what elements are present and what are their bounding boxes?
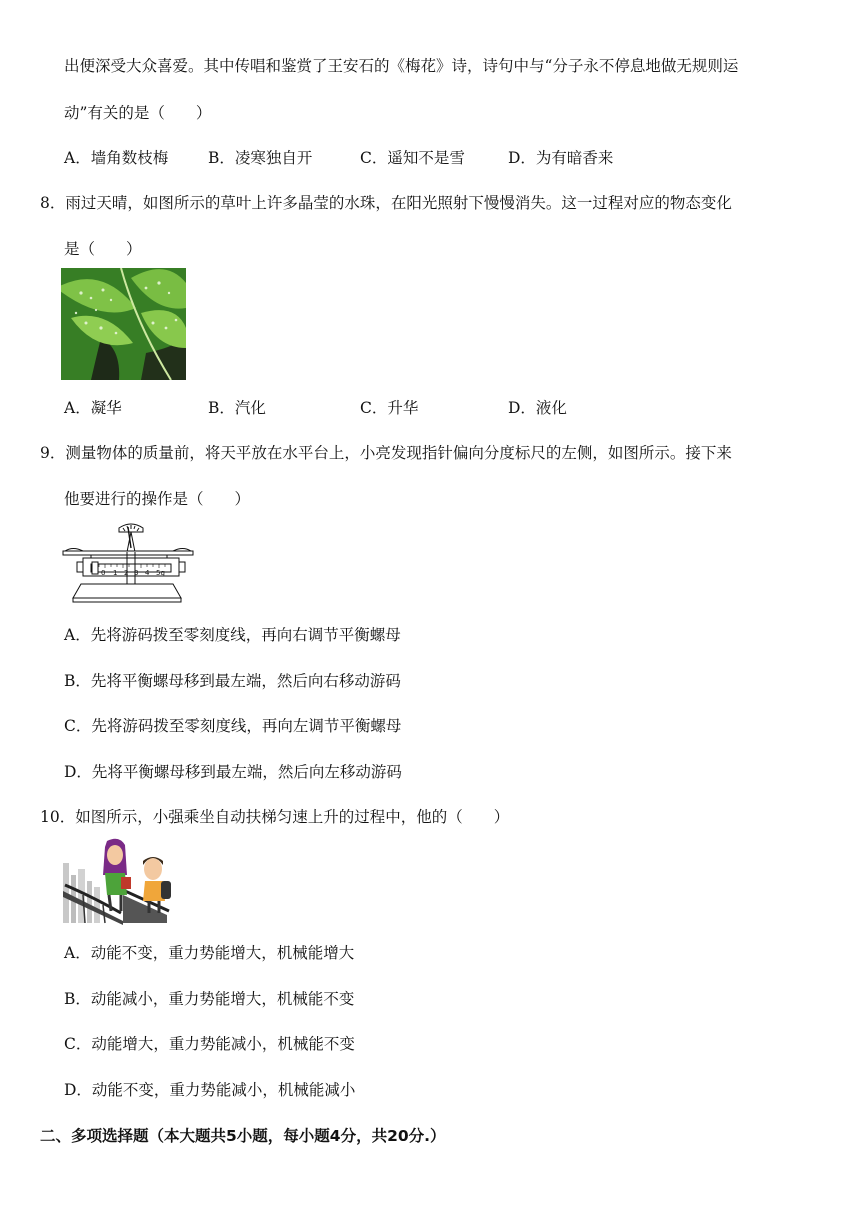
q7-stem-line-2: 动”有关的是（ ） bbox=[64, 104, 212, 122]
escalator-people-illustration bbox=[63, 835, 173, 925]
q8-option-d[interactable]: D．液化 bbox=[508, 399, 567, 417]
scale-tick-1: 1 bbox=[113, 569, 118, 577]
q8-option-a[interactable]: A．凝华 bbox=[64, 399, 122, 417]
q9-option-a[interactable]: A．先将游码拨至零刻度线，再向右调节平衡螺母 bbox=[64, 626, 401, 644]
q8-stem-line-2: 是（ ） bbox=[64, 240, 142, 258]
q7-option-b[interactable]: B．凌寒独自开 bbox=[208, 149, 313, 167]
q10-option-a[interactable]: A．动能不变，重力势能增大，机械能增大 bbox=[64, 944, 355, 962]
scale-tick-4: 4 bbox=[145, 569, 150, 577]
q7-option-d[interactable]: D．为有暗香来 bbox=[508, 149, 614, 167]
q9-stem-line-2: 他要进行的操作是（ ） bbox=[64, 490, 251, 508]
balance-scale-diagram bbox=[61, 518, 195, 606]
q10-option-d[interactable]: D．动能不变，重力势能减小，机械能减小 bbox=[64, 1081, 356, 1099]
q10-stem-line-1: 10．如图所示，小强乘坐自动扶梯匀速上升的过程中，他的（ ） bbox=[40, 808, 510, 826]
q7-option-a[interactable]: A．墙角数枝梅 bbox=[64, 149, 169, 167]
q8-option-b[interactable]: B．汽化 bbox=[208, 399, 266, 417]
q9-option-b[interactable]: B．先将平衡螺母移到最左端，然后向右移动游码 bbox=[64, 672, 401, 690]
leaf-water-drops-photo bbox=[61, 268, 186, 380]
scale-tick-2: 2 bbox=[124, 569, 129, 577]
q10-option-b[interactable]: B．动能减小，重力势能增大，机械能不变 bbox=[64, 990, 355, 1008]
scale-tick-3: 3 bbox=[134, 569, 139, 577]
q9-option-d[interactable]: D．先将平衡螺母移到最左端，然后向左移动游码 bbox=[64, 763, 402, 781]
scale-tick-5g: 5g bbox=[156, 569, 165, 577]
q7-stem-line-1: 出便深受大众喜爱。其中传唱和鉴赏了王安石的《梅花》诗，诗句中与“分子永不停息地做无规则运 bbox=[64, 57, 739, 75]
q7-option-c[interactable]: C．遥知不是雪 bbox=[360, 149, 465, 167]
section-2-heading: 二、多项选择题（本大题共5小题，每小题4分，共20分.） bbox=[40, 1127, 446, 1145]
q10-option-c[interactable]: C．动能增大，重力势能减小，机械能不变 bbox=[64, 1035, 355, 1053]
q8-stem-line-1: 8．雨过天晴，如图所示的草叶上许多晶莹的水珠，在阳光照射下慢慢消失。这一过程对应的物态变化 bbox=[40, 194, 732, 212]
q9-stem-line-1: 9．测量物体的质量前，将天平放在水平台上，小亮发现指针偏向分度标尺的左侧，如图所示。接下来 bbox=[40, 444, 732, 462]
q9-option-c[interactable]: C．先将游码拨至零刻度线，再向左调节平衡螺母 bbox=[64, 717, 402, 735]
scale-tick-0: 0 bbox=[101, 569, 106, 577]
q8-option-c[interactable]: C．升华 bbox=[360, 399, 419, 417]
